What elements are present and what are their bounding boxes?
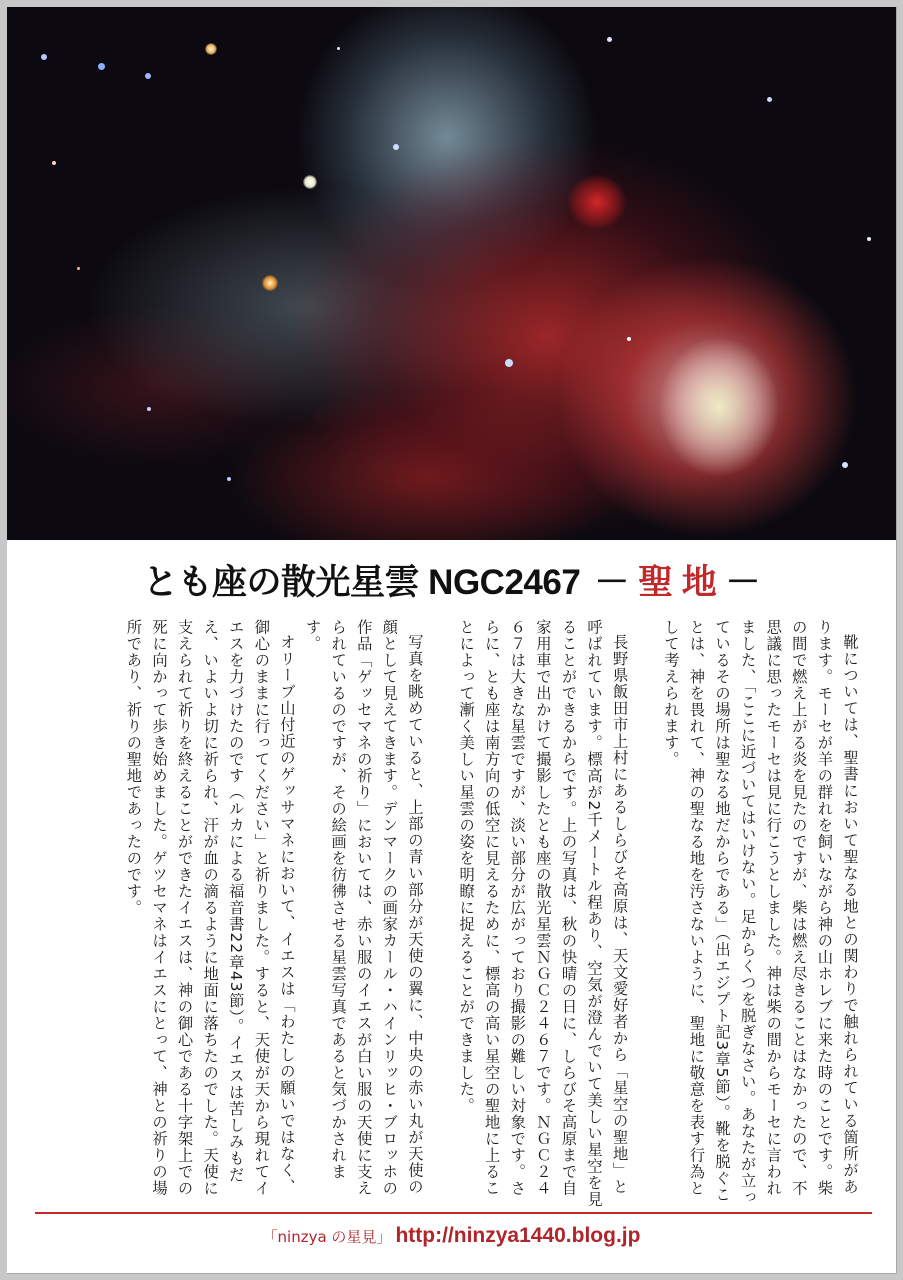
star [303, 175, 317, 189]
article-body [52, 619, 862, 1209]
star [145, 73, 151, 79]
footer-divider [35, 1212, 872, 1214]
page [7, 7, 897, 1274]
paragraph-shoes: 靴については、聖書において聖なる地との関わりで触れられている箇所があります。モーセが羊の群れを飼いながら神の山ホレブに来た時のことです。柴の間で燃え上がる炎を見たのですが、柴は燃え尽きることはなかったので、不思議に思ったモーセは見に行こうとしました。神は柴の間からモーセに言われました、「ここに近づいてはいけない。足からくつを脱ぎなさい。あなたが立っているその場所は聖なる地だからである」（出エジプト記3章5節）。靴を脱ぐことは、神を畏れて、神の聖なる地を汚さないように、聖地に敬意を表す行為として考えられます。 [661, 619, 859, 1206]
star [77, 267, 80, 270]
star [205, 43, 217, 55]
title-subtitle: 聖 地 [638, 563, 717, 602]
star [505, 359, 513, 367]
blog-url-link[interactable]: http://ninzya1440.blog.jp [395, 1224, 641, 1247]
star [393, 144, 399, 150]
title-dash-right: － [725, 563, 761, 602]
star [227, 477, 231, 481]
paragraph-angel: 写真を眺めていると、上部の青い部分が天使の翼に、中央の赤い丸が天使の顔として見えてきます。デンマークの画家カール・ハインリッヒ・ブロッホの作品「ゲッセマネの祈り」においては、赤い服のイエスが白い服の天使に支えられているのですが、その絵画を彷彿させる星雲写真であると気づかされます。 [303, 619, 424, 1197]
title-dash-left: － [594, 563, 629, 602]
star [627, 337, 631, 341]
star [607, 37, 612, 42]
star [147, 407, 151, 411]
title-main: とも座の散光星雲 NGC2467 [142, 563, 581, 602]
star [337, 47, 340, 50]
star [41, 54, 47, 60]
nebula-photo [7, 7, 896, 540]
star [98, 63, 105, 70]
blog-name: 「ninzya の星見」 [262, 1228, 392, 1246]
paragraph-gethsemane: オリーブ山付近のゲッサマネにおいて、イエスは「わたしの願いではなく、御心のままに行ってください」と祈りました。すると、天使が天から現れてイエスを力づけたのです（ルカによる福音書22章43節）。イエスは苦しみもだえ、いよいよ切に祈られ、汗が血の滴るように地面に落ちたのでした。天使に支えられて祈りを終えることができたイエスは、神の御心である十字架上での死に向かって歩き始めました。ゲツセマネはイエスにとって、神との祈りの場所であり、祈りの聖地であったのです。 [124, 619, 296, 1197]
star [867, 237, 871, 241]
star [767, 97, 772, 102]
star [52, 161, 56, 165]
article-title [7, 555, 896, 605]
star [842, 462, 848, 468]
footer [7, 1224, 896, 1248]
star [262, 275, 278, 291]
paragraph-shirabiso: 長野県飯田市上村にあるしらびそ高原は、天文愛好者から「星空の聖地」と呼ばれています。標高が2千メートル程あり、空気が澄んでいて美しい星空を見ることができるからです。上の写真は、秋の快晴の日に、しらびそ高原まで自家用車で出かけて撮影したとも座の散光星雲ＮＧＣ２４６７です。ＮＧＣ２４６７は大きな星雲ですが、淡い部分が広がっており撮影の難しい対象です。さらに、とも座は南方向の低空に見えるために、標高の高い星空の聖地に上ることによって漸く美しい星雲の姿を明瞭に捉えることができました。 [457, 619, 629, 1208]
